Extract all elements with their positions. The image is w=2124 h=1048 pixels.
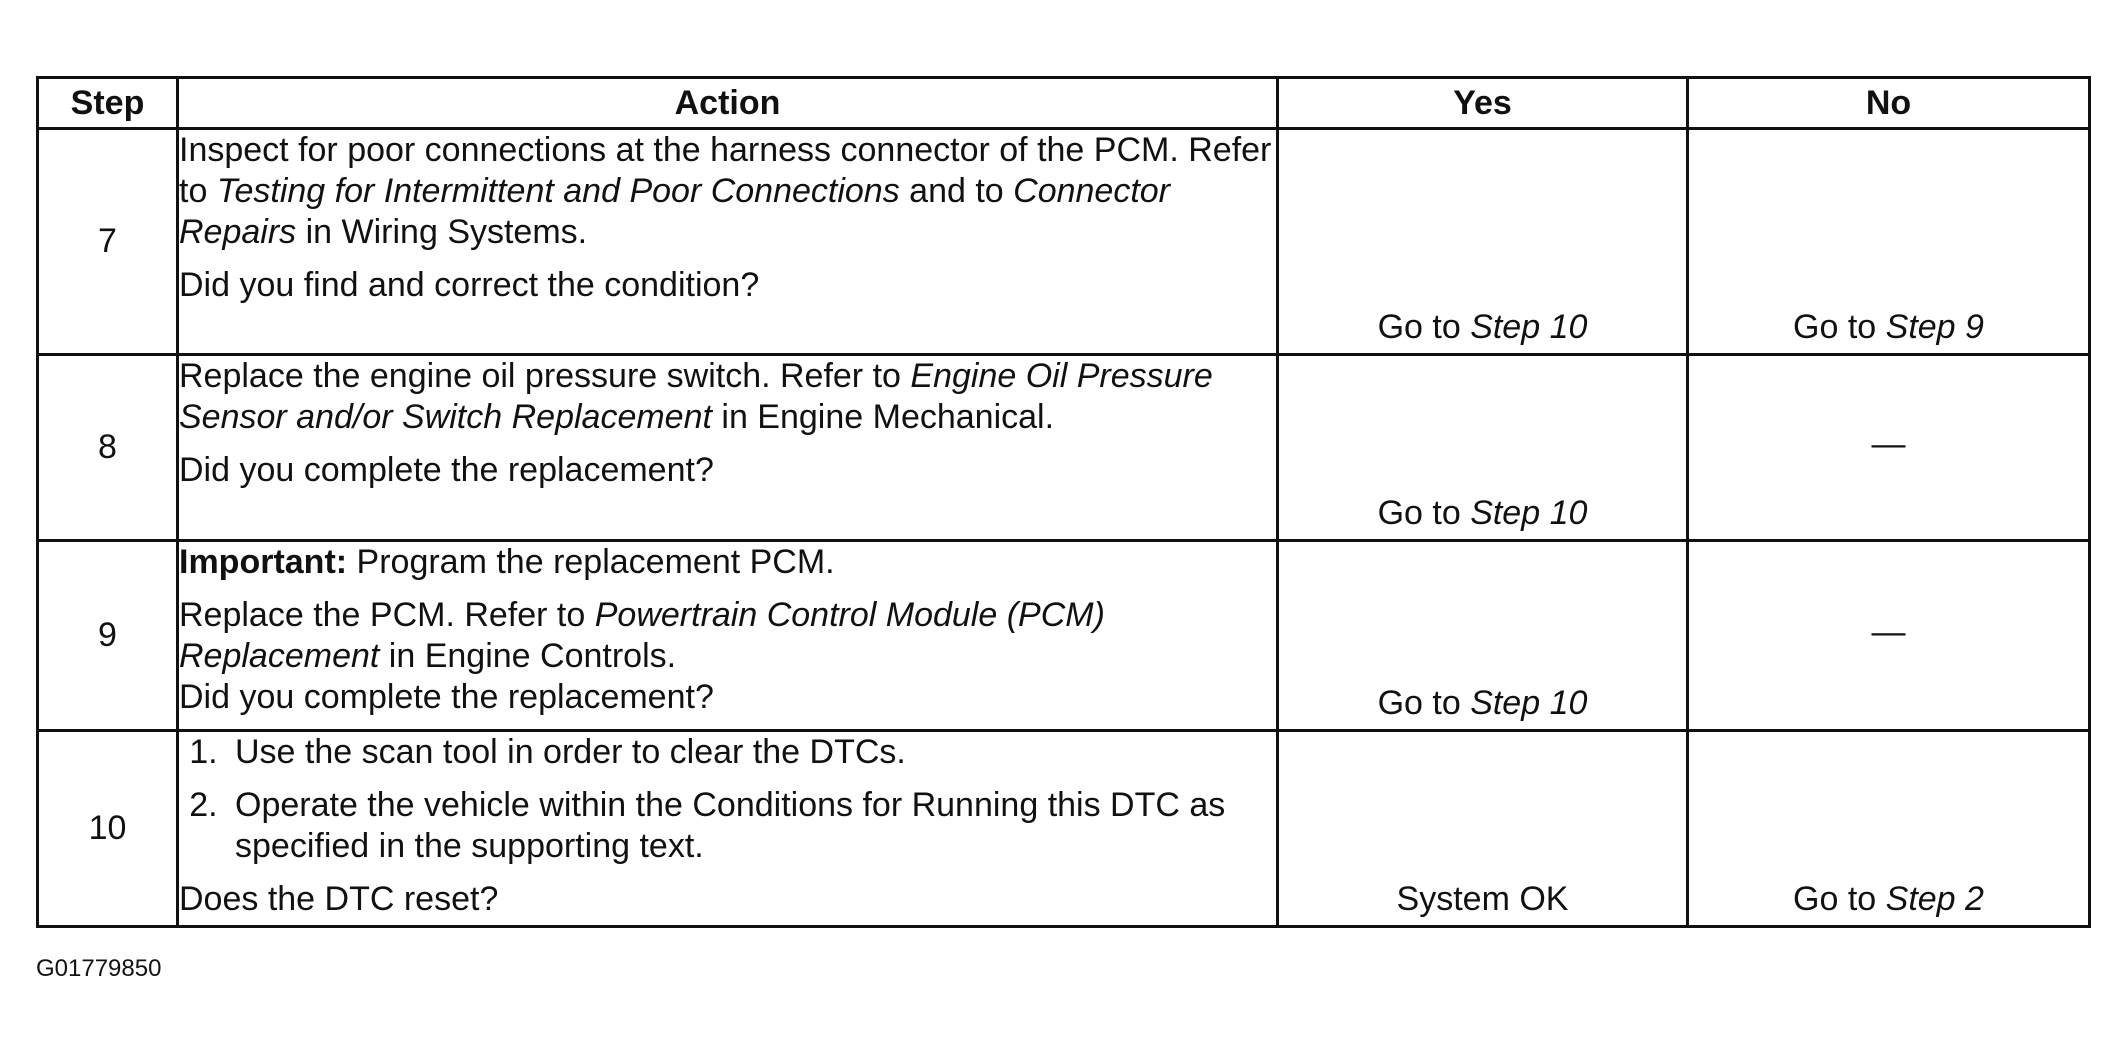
procedure-list bbox=[179, 732, 1276, 867]
no-result: — bbox=[1688, 541, 2090, 731]
table-row bbox=[38, 541, 2090, 731]
header-action: Action bbox=[178, 78, 1278, 129]
table-row bbox=[38, 355, 2090, 541]
yes-result: Go to Step 10 bbox=[1278, 541, 1688, 731]
important-note: Important: Program the replacement PCM. bbox=[179, 543, 835, 581]
action-question: Did you complete the replacement? bbox=[179, 451, 714, 489]
diagnostic-table bbox=[36, 76, 2091, 928]
reference-link: Connector Repairs bbox=[179, 172, 1171, 251]
action-instruction: Replace the engine oil pressure switch. Refer to Engine Oil Pressure Sensor and/or Switch Replacement in Engine Mechanical. bbox=[179, 357, 1213, 436]
no-result: Go to Step 2 bbox=[1688, 731, 2090, 927]
no-result: Go to Step 9 bbox=[1688, 129, 2090, 355]
reference-link: Testing for Intermittent and Poor Connections bbox=[216, 172, 900, 210]
header-yes: Yes bbox=[1278, 78, 1688, 129]
header-row bbox=[38, 78, 2090, 129]
action-question: Did you find and correct the condition? bbox=[179, 266, 760, 304]
list-item: 1. Use the scan tool in order to clear the DTCs. bbox=[227, 732, 1276, 773]
action-question: Did you complete the replacement? bbox=[179, 678, 714, 716]
header-step: Step bbox=[38, 78, 178, 129]
table-row bbox=[38, 731, 2090, 927]
header-no: No bbox=[1688, 78, 2090, 129]
step-number: 10 bbox=[38, 731, 178, 927]
action-cell bbox=[178, 355, 1278, 541]
reference-link: Powertrain Control Module (PCM) Replacement bbox=[179, 596, 1105, 675]
yes-result: Go to Step 10 bbox=[1278, 129, 1688, 355]
yes-result: System OK bbox=[1278, 731, 1688, 927]
step-number: 7 bbox=[38, 129, 178, 355]
step-number: 8 bbox=[38, 355, 178, 541]
no-result: — bbox=[1688, 355, 2090, 541]
action-question: Does the DTC reset? bbox=[179, 880, 499, 918]
list-item: 2. Operate the vehicle within the Conditions for Running this DTC as specified in the supporting text. bbox=[227, 785, 1276, 867]
table-row bbox=[38, 129, 2090, 355]
action-instruction: Inspect for poor connections at the harness connector of the PCM. Refer to Testing for Intermittent and Poor Connections and to Connector Repairs in Wiring Systems. bbox=[179, 131, 1272, 251]
reference-link: Engine Oil Pressure Sensor and/or Switch Replacement bbox=[179, 357, 1213, 436]
action-instruction: Replace the PCM. Refer to Powertrain Control Module (PCM) Replacement in Engine Controls. bbox=[179, 596, 1105, 675]
action-cell bbox=[178, 541, 1278, 731]
action-cell bbox=[178, 129, 1278, 355]
figure-id-caption: G01779850 bbox=[36, 955, 162, 982]
yes-result: Go to Step 10 bbox=[1278, 355, 1688, 541]
step-number: 9 bbox=[38, 541, 178, 731]
action-cell bbox=[178, 731, 1278, 927]
